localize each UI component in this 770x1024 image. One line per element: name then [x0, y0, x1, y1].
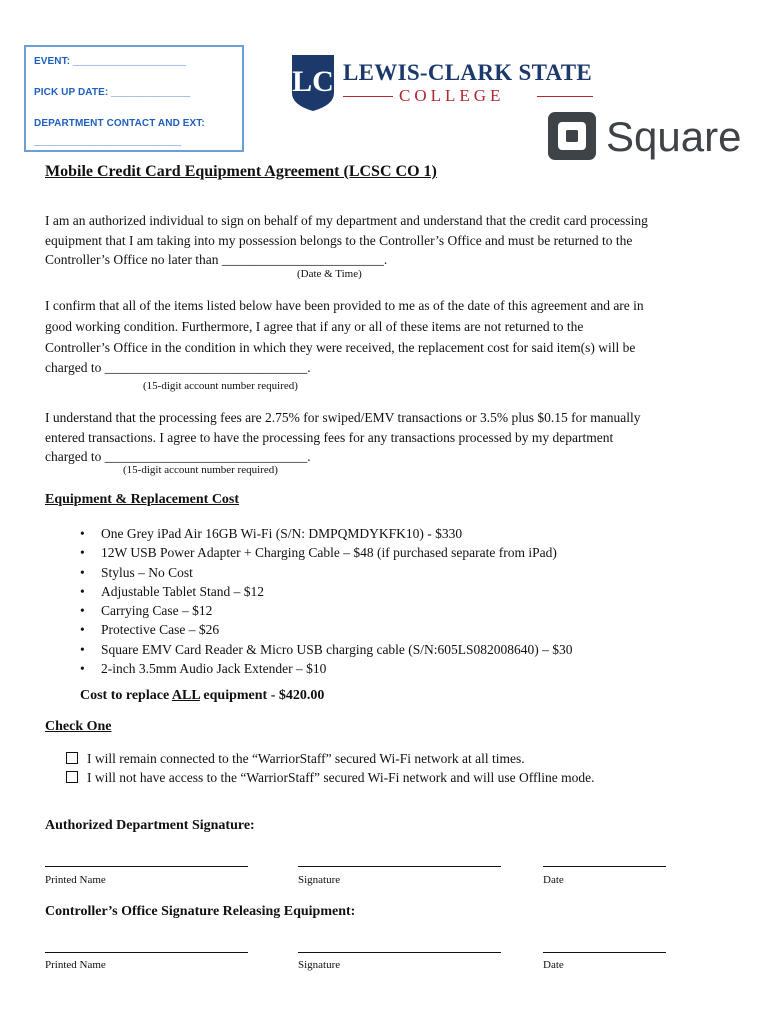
checkbox[interactable]: [66, 752, 78, 764]
paragraph-line: charged to ______________________________.: [45, 449, 311, 464]
account-number-note: (15-digit account number required): [143, 380, 298, 392]
date-line[interactable]: [543, 866, 666, 867]
account-number-note-fees: (15-digit account number required): [123, 464, 278, 476]
department-signature-heading: Authorized Department Signature:: [45, 818, 255, 833]
lcsc-monogram: LC: [292, 65, 334, 98]
date-label: Date: [543, 874, 564, 886]
square-logo-icon: [548, 112, 596, 160]
list-item: • Stylus – No Cost: [80, 563, 573, 582]
event-info-box: [24, 45, 244, 152]
date-time-note: (Date & Time): [297, 268, 362, 280]
document-title: Mobile Credit Card Equipment Agreement (LCSC CO 1): [45, 163, 437, 180]
paragraph-line: entered transactions. I agree to have the processing fees for any transactions processed by my department: [45, 429, 614, 445]
paragraph-fees: [45, 408, 640, 467]
total-cost-prefix: Cost to replace: [80, 688, 172, 703]
list-item: • Adjustable Tablet Stand – $12: [80, 582, 573, 601]
paragraph-line: Controller’s Office no later than ________________________.: [45, 252, 388, 267]
check-option-label: I will remain connected to the “WarriorStaff” secured Wi-Fi network at all times.: [87, 751, 525, 766]
lcsc-rule-right: [537, 96, 593, 97]
list-item: • Protective Case – $26: [80, 620, 573, 639]
paragraph-confirmation: [45, 296, 644, 379]
paragraph-line: charged to ______________________________.: [45, 360, 311, 376]
printed-name-line[interactable]: [45, 952, 248, 953]
printed-name-label: Printed Name: [45, 959, 106, 971]
paragraph-line: I confirm that all of the items listed below have been provided to me as of the date of this agreement and are in: [45, 298, 644, 313]
check-option-label: I will not have access to the “WarriorStaff” secured Wi-Fi network and will use Offline mode.: [87, 770, 595, 785]
paragraph-authorization: [45, 211, 648, 270]
lcsc-name: LEWIS-CLARK STATE: [343, 60, 593, 85]
check-option-offline[interactable]: [66, 770, 594, 786]
list-item: • 12W USB Power Adapter + Charging Cable – $48 (if purchased separate from iPad): [80, 543, 573, 562]
printed-name-line[interactable]: [45, 866, 248, 867]
list-item: • Carrying Case – $12: [80, 601, 573, 620]
lcsc-shield-logo: [290, 53, 336, 113]
equipment-heading: Equipment & Replacement Cost: [45, 492, 240, 507]
signature-label: Signature: [298, 959, 341, 971]
paragraph-line: good working condition. Furthermore, I agree that if any or all of these items are not returned to the: [45, 318, 584, 334]
signature-label: Signature: [298, 874, 341, 886]
paragraph-line: equipment that I am taking into my possession belongs to the Controller’s Office and must be returned to the: [45, 232, 633, 248]
lcsc-rule-left: [343, 96, 393, 97]
check-one-heading: Check One: [45, 719, 112, 734]
signature-line[interactable]: [298, 866, 501, 867]
total-cost-all: ALL: [171, 688, 200, 703]
paragraph-line: Controller’s Office in the condition in which they were received, the replacement cost for said item(s) will be: [45, 339, 636, 355]
checkbox[interactable]: [66, 771, 78, 783]
paragraph-line: I understand that the processing fees are 2.75% for swiped/EMV transactions or 3.5% plus $0.15 for manually: [45, 410, 641, 425]
signature-line[interactable]: [298, 952, 501, 953]
date-line[interactable]: [543, 952, 666, 953]
list-item: • One Grey iPad Air 16GB Wi-Fi (S/N: DMPQMDYKFK10) - $330: [80, 524, 573, 543]
lcsc-college-row: [343, 86, 593, 106]
total-cost-suffix: equipment - $420.00: [199, 688, 325, 703]
department-contact-label: DEPARTMENT CONTACT AND EXT:: [34, 118, 205, 129]
pickup-date-field[interactable]: PICK UP DATE: ______________: [34, 87, 191, 98]
total-cost: [80, 688, 324, 704]
paragraph-line: I am an authorized individual to sign on behalf of my department and understand that the credit card processing: [45, 213, 648, 228]
lcsc-college: COLLEGE: [399, 86, 505, 105]
department-contact-field[interactable]: __________________________: [34, 136, 182, 147]
list-item: • Square EMV Card Reader & Micro USB charging cable (S/N:605LS082008640) – $30: [80, 640, 573, 659]
event-field[interactable]: EVENT: ____________________: [34, 56, 187, 67]
check-option-connected[interactable]: [66, 751, 525, 767]
square-logo-word: Square: [606, 113, 742, 160]
date-label: Date: [543, 959, 564, 971]
controller-signature-heading: Controller’s Office Signature Releasing Equipment:: [45, 904, 356, 919]
equipment-list: [80, 524, 573, 678]
printed-name-label: Printed Name: [45, 874, 106, 886]
list-item: • 2-inch 3.5mm Audio Jack Extender – $10: [80, 659, 573, 678]
